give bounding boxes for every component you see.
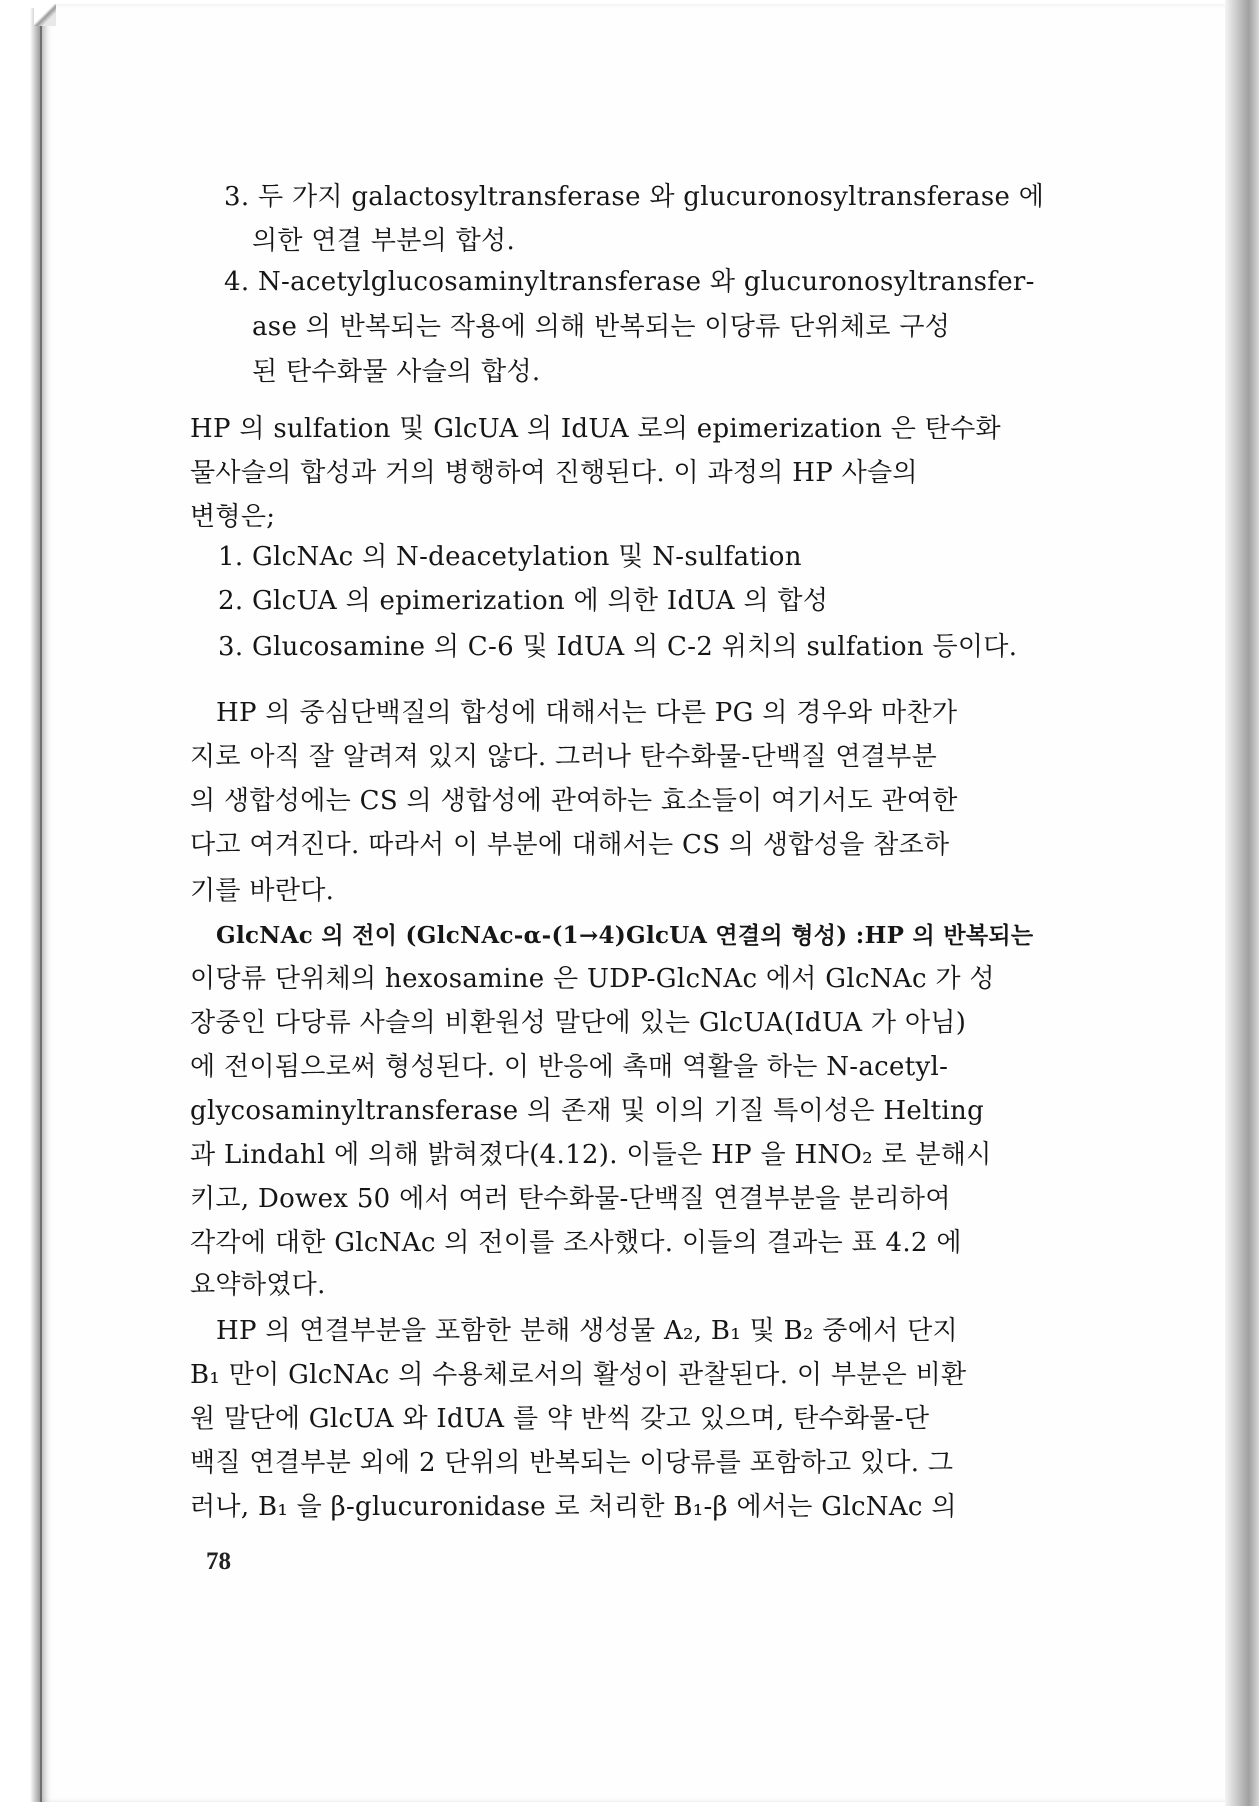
text-line: B₁ 만이 GlcNAc 의 수용체로서의 활성이 관찰된다. 이 부분은 비환 bbox=[190, 1360, 967, 1390]
text-line: GlcNAc 의 전이 (GlcNAc-α-(1→4)GlcUA 연결의 형성) :HP 의 반복되는 bbox=[216, 922, 1034, 949]
text-line: 기를 바란다. bbox=[190, 876, 335, 906]
text-line: 3. 두 가지 galactosyltransferase 와 glucuronosyltransferase 에 bbox=[224, 182, 1045, 212]
text-line: 키고, Dowex 50 에서 여러 탄수화물-단백질 연결부분을 분리하여 bbox=[190, 1184, 951, 1214]
text-line: 의한 연결 부분의 합성. bbox=[252, 226, 516, 256]
text-line: 백질 연결부분 외에 2 단위의 반복되는 이당류를 포함하고 있다. 그 bbox=[190, 1448, 954, 1478]
text-line: 1. GlcNAc 의 N-deacetylation 및 N-sulfation bbox=[218, 542, 802, 572]
text-line: 된 탄수화물 사슬의 합성. bbox=[252, 357, 541, 387]
text-line: HP 의 연결부분을 포함한 분해 생성물 A₂, B₁ 및 B₂ 중에서 단지 bbox=[216, 1316, 958, 1346]
text-line: 각각에 대한 GlcNAc 의 전이를 조사했다. 이들의 결과는 표 4.2 에 bbox=[190, 1228, 962, 1258]
text-line: 원 말단에 GlcUA 와 IdUA 를 약 반씩 갖고 있으며, 탄수화물-단 bbox=[190, 1404, 930, 1434]
text-line: 지로 아직 잘 알려져 있지 않다. 그러나 탄수화물-단백질 연결부분 bbox=[190, 742, 937, 772]
text-line: 장중인 다당류 사슬의 비환원성 말단에 있는 GlcUA(IdUA 가 아님) bbox=[190, 1008, 967, 1038]
text-line: 변형은; bbox=[190, 502, 276, 532]
text-line: 이당류 단위체의 hexosamine 은 UDP-GlcNAc 에서 GlcNAc 가 성 bbox=[190, 964, 995, 994]
text-line: 다고 여겨진다. 따라서 이 부분에 대해서는 CS 의 생합성을 참조하 bbox=[190, 830, 950, 860]
text-line: 에 전이됨으로써 형성된다. 이 반응에 촉매 역활을 하는 N-acetyl- bbox=[190, 1052, 949, 1082]
page-edge-shadow bbox=[1225, 0, 1259, 1806]
page-number: 78 bbox=[206, 1548, 231, 1575]
page-corner-fold bbox=[34, 4, 56, 26]
text-line: HP 의 중심단백질의 합성에 대해서는 다른 PG 의 경우와 마찬가 bbox=[216, 698, 958, 728]
text-line: 4. N-acetylglucosaminyltransferase 와 glucuronosyltransfer- bbox=[224, 267, 1035, 297]
text-line: 요약하였다. bbox=[190, 1270, 326, 1300]
text-line: 과 Lindahl 에 의해 밝혀졌다(4.12). 이들은 HP 을 HNO₂ 로 분해시 bbox=[190, 1140, 992, 1170]
text-line: ase 의 반복되는 작용에 의해 반복되는 이당류 단위체로 구성 bbox=[252, 312, 951, 342]
text-line: 2. GlcUA 의 epimerization 에 의한 IdUA 의 합성 bbox=[218, 586, 829, 616]
text-line: 의 생합성에는 CS 의 생합성에 관여하는 효소들이 여기서도 관여한 bbox=[190, 786, 958, 816]
text-line: 3. Glucosamine 의 C-6 및 IdUA 의 C-2 위치의 sulfation 등이다. bbox=[218, 632, 1018, 662]
text-line: 물사슬의 합성과 거의 병행하여 진행된다. 이 과정의 HP 사슬의 bbox=[190, 458, 918, 488]
text-line: 러나, B₁ 을 β-glucuronidase 로 처리한 B₁-β 에서는 GlcNAc 의 bbox=[190, 1492, 957, 1522]
text-line: glycosaminyltransferase 의 존재 및 이의 기질 특이성은 Helting bbox=[190, 1096, 985, 1126]
text-line: HP 의 sulfation 및 GlcUA 의 IdUA 로의 epimerization 은 탄수화 bbox=[190, 414, 1001, 444]
